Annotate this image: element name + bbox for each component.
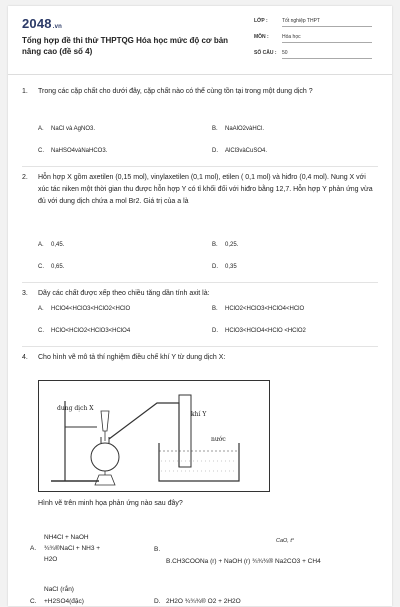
q3-option-b[interactable]: B. HClO2<HClO3<HClO4<HClO [212,306,305,312]
meta-question-count: SỐ CÂU : 50 [254,50,384,59]
document-title: Tổng hợp đề thi thử THPTQG Hóa học mức độ cơ bản nâng cao (đề số 4) [22,36,229,56]
label-water: nước [211,436,226,443]
q4-option-b-condition: CaO, t° [276,538,295,544]
divider [22,282,378,283]
meta-class: LỚP : Tốt nghiệp THPT [254,18,384,27]
q4-option-b-label[interactable]: B. [154,546,161,553]
meta-subject: MÔN : Hóa học [254,34,384,43]
question-2-text: Hỗn hợp X gồm axetilen (0,15 mol), vinylaxetilen (0,1 mol), etilen ( 0,1 mol) và hiđro (0,4 mol). Nung X với xúc tác niken một thời gian thu được hỗn hợp Y có tỉ khối đối với hiđro bằng 12,7. Hỗn hợp Y phản ứng vừa đủ với dung dịch chứa a mol Br2. Giá trị của a là [38,174,373,205]
q2-option-d[interactable]: D. 0,35 [212,264,237,270]
document-header [8,6,392,75]
question-1-text: Trong các cặp chất cho dưới đây, cặp chất nào có thể cùng tồn tại trong một dung dịch ? [38,88,313,95]
site-logo[interactable]: 2048.vn [22,16,63,31]
q4-option-c-line1: NaCl (rắn) [44,586,74,593]
divider [22,166,378,167]
divider [22,346,378,347]
q4-option-b[interactable]: B.CH3COONa (r) + NaOH (r) ¾¾¾® Na2CO3 + CH4 [166,558,321,565]
question-4-text: Cho hình vẽ mô tả thí nghiệm điều chế khí Y từ dung dịch X: [38,354,226,361]
q4-option-a[interactable]: NH4Cl + NaOH A. ¾¾®NaCl + NH3 + H2O [30,534,101,563]
q3-option-c[interactable]: C. HClO<HClO2<HClO3<HClO4 [38,328,131,334]
label-solution-x: dung dịch X [57,405,94,412]
document-page: 2048.vn Tổng hợp đề thi thử THPTQG Hóa học mức độ cơ bản nâng cao (đề số 4) LỚP : Tốt nghiệp THPT MÔN : Hóa học SỐ CÂU : 50 1. Trong các cặp chất cho dưới đây, cặp chất nào có thể cùng tồn tại trong một dung dịch ? A. NaCl và AgNO3. B. NaAlO2vàHCl. C. NaHSO4vàNaHCO3. D. AlCl3vàCuSO4. 2. Hỗn hợp X gồm axetilen (0,15 mol), vinylaxetilen (0,1 mol), etilen ( 0,1 mol) và hiđro (0,4 mol). Nung X với xúc tác niken một thời gian thu được hỗn hợp Y có tỉ khối đối với hiđro bằng 12,7. Hỗn hợp Y phản ứng vừa đủ với dung dịch chứa a mol Br2. Giá trị của a là A. 0,45. B. 0,25. C. 0,65. D. 0,35 3. Dãy các chất được xếp theo chiều tăng dần tính axit là: A. HClO4<HClO3<HClO2<HClO B. HClO2<HClO3<HClO4<HClO C. HClO<HClO2<HClO3<HClO4 D. HClO3<HClO4<HClO <HClO2 4. Cho hình vẽ mô tả thí nghiệm điều chế khí Y từ dung dịch X: dung dịch X khí Y nước Hình vẽ trên minh họa phản ứng nào sau đây? NH4Cl + NaOH A. ¾¾®NaCl + NH3 + H2O B. CaO, t° B.CH3COONa (r) + NaOH (r) ¾¾¾® Na2CO3 + CH4 NaCl (rắn) C. +H2SO4(đặc) D. 2H2O ¾¾¾® O2 + 2H2O [8,6,392,606]
q1-option-b[interactable]: B. NaAlO2vàHCl. [212,126,265,132]
q2-option-a[interactable]: A. 0,45. [38,242,65,248]
q2-option-c[interactable]: C. 0,65. [38,264,65,270]
q4-option-d[interactable]: D. 2H2O ¾¾¾® O2 + 2H2O [154,598,241,605]
q3-option-d[interactable]: D. HClO3<HClO4<HClO <HClO2 [212,328,306,334]
q1-option-a[interactable]: A. NaCl và AgNO3. [38,126,96,132]
q4-option-c[interactable]: C. +H2SO4(đặc) [30,598,84,605]
q2-option-b[interactable]: B. 0,25. [212,242,239,248]
q3-option-a[interactable]: A. HClO4<HClO3<HClO2<HClO [38,306,131,312]
experiment-figure [38,380,270,492]
apparatus-drawing [39,381,269,491]
question-3-text: Dãy các chất được xếp theo chiều tăng dần tính axit là: [38,290,210,297]
q1-option-c[interactable]: C. NaHSO4vàNaHCO3. [38,148,108,154]
label-gas-y: khí Y [191,411,207,418]
q1-option-d[interactable]: D. AlCl3vàCuSO4. [212,148,268,154]
